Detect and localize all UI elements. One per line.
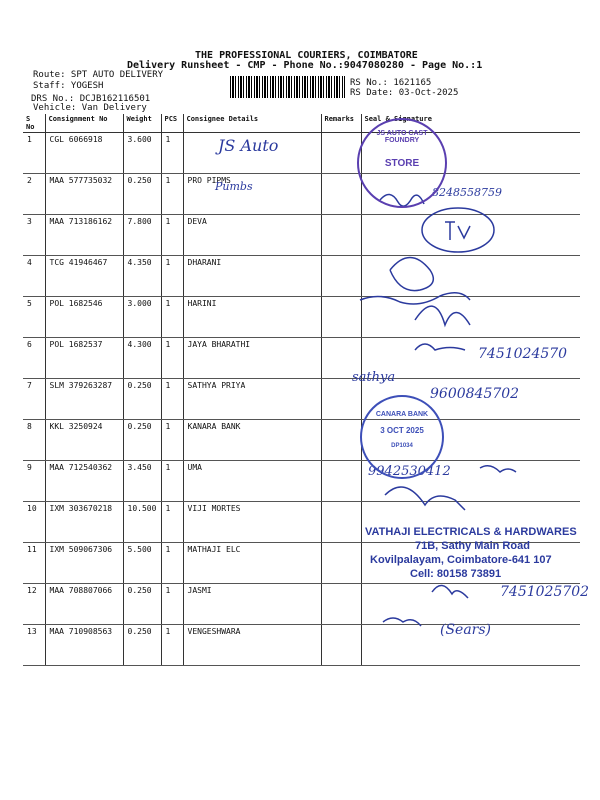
- cell-sno: 13: [23, 625, 45, 666]
- cell-weight: 0.250: [123, 420, 161, 461]
- cell-consignment: MAA 713186162: [45, 215, 123, 256]
- cell-consignment: POL 1682537: [45, 338, 123, 379]
- cell-pcs: 1: [161, 215, 183, 256]
- cell-pcs: 1: [161, 625, 183, 666]
- cell-pcs: 1: [161, 297, 183, 338]
- col-remarks: Remarks: [321, 114, 361, 133]
- cell-consignment: KKL 3250924: [45, 420, 123, 461]
- staff-label: Staff: YOGESH: [33, 81, 104, 91]
- cell-weight: 4.350: [123, 256, 161, 297]
- cell-consignment: POL 1682546: [45, 297, 123, 338]
- shop-stamp: [365, 525, 577, 581]
- cell-weight: 0.250: [123, 625, 161, 666]
- cell-consignee: JASMI: [183, 584, 321, 625]
- shop-stamp-line: VATHAJI ELECTRICALS & HARDWARES: [365, 526, 577, 538]
- shop-stamp-line: Kovilpalayam, Coimbatore-641 107: [370, 554, 552, 566]
- cell-consignment: IXM 303670218: [45, 502, 123, 543]
- cell-consignee: JAYA BHARATHI: [183, 338, 321, 379]
- cell-consignee: DHARANI: [183, 256, 321, 297]
- company-title: THE PROFESSIONAL COURIERS, COIMBATORE: [195, 50, 418, 61]
- cell-weight: 3.000: [123, 297, 161, 338]
- cell-weight: 0.250: [123, 379, 161, 420]
- cell-pcs: 1: [161, 502, 183, 543]
- handwritten-phone: 8248558759: [432, 186, 502, 199]
- cell-weight: 0.250: [123, 584, 161, 625]
- runsheet-subtitle: Delivery Runsheet - CMP - Phone No.:9047080280 - Page No.:1: [127, 60, 483, 71]
- cell-consignee: VIJI MORTES: [183, 502, 321, 543]
- stamp-text: DP1034: [391, 443, 413, 449]
- cell-consignment: MAA 712540362: [45, 461, 123, 502]
- handwritten-signature: JS Auto: [218, 136, 279, 155]
- cell-pcs: 1: [161, 133, 183, 174]
- cell-sno: 3: [23, 215, 45, 256]
- cell-pcs: 1: [161, 256, 183, 297]
- stamp-text: 3 OCT 2025: [380, 426, 424, 435]
- stamp-text: CANARA BANK: [375, 411, 429, 418]
- cell-consignee: MATHAJI ELC: [183, 543, 321, 584]
- cell-consignment: MAA 577735032: [45, 174, 123, 215]
- cell-sno: 2: [23, 174, 45, 215]
- cell-sno: 9: [23, 461, 45, 502]
- cell-consignment: IXM 509067306: [45, 543, 123, 584]
- cell-consignment: CGL 6066918: [45, 133, 123, 174]
- handwritten-phone: 9942530412: [368, 464, 451, 479]
- cell-pcs: 1: [161, 461, 183, 502]
- handwritten-note: (Sears): [440, 622, 492, 638]
- cell-consignee: UMA: [183, 461, 321, 502]
- cell-sno: 1: [23, 133, 45, 174]
- cell-consignee: HARINI: [183, 297, 321, 338]
- cell-consignment: TCG 41946467: [45, 256, 123, 297]
- handwritten-signature: Pumbs: [215, 180, 253, 193]
- shop-stamp-line: 71B, Sathy Main Road: [415, 540, 530, 552]
- shop-stamp-line: Cell: 80158 73891: [410, 568, 502, 580]
- cell-pcs: 1: [161, 584, 183, 625]
- cell-sno: 4: [23, 256, 45, 297]
- cell-consignment: MAA 710908563: [45, 625, 123, 666]
- cell-consignee: DEVA: [183, 215, 321, 256]
- cell-weight: 5.500: [123, 543, 161, 584]
- cell-pcs: 1: [161, 420, 183, 461]
- cell-sno: 5: [23, 297, 45, 338]
- cell-pcs: 1: [161, 338, 183, 379]
- handwritten-phone: 9600845702: [430, 386, 520, 402]
- cell-sno: 8: [23, 420, 45, 461]
- cell-consignee: SATHYA PRIYA: [183, 379, 321, 420]
- rs-number: RS No.: 1621165: [350, 78, 432, 88]
- col-signature: Seal & Signature: [361, 114, 580, 133]
- col-sno: S No: [23, 114, 45, 133]
- cell-consignee: KANARA BANK: [183, 420, 321, 461]
- cell-weight: 4.300: [123, 338, 161, 379]
- cell-sno: 11: [23, 543, 45, 584]
- cell-weight: 7.800: [123, 215, 161, 256]
- col-consignee: Consignee Details: [183, 114, 321, 133]
- vehicle-label: Vehicle: Van Delivery: [33, 103, 147, 113]
- foundry-stamp: [357, 118, 447, 208]
- cell-consignee: VENGESHWARA: [183, 625, 321, 666]
- cell-pcs: 1: [161, 174, 183, 215]
- cell-weight: 10.500: [123, 502, 161, 543]
- cell-consignee: PRO PIPMS: [183, 174, 321, 215]
- rs-date: RS Date: 03-Oct-2025: [350, 88, 459, 98]
- stamp-text: STORE: [384, 158, 420, 169]
- cell-sno: 6: [23, 338, 45, 379]
- bank-stamp: [360, 395, 444, 479]
- col-weight: Weight: [123, 114, 161, 133]
- cell-sno: 10: [23, 502, 45, 543]
- handwritten-name: sathya: [352, 370, 396, 385]
- drs-number: DRS No.: DCJB162116501: [31, 94, 151, 104]
- cell-sno: 7: [23, 379, 45, 420]
- cell-pcs: 1: [161, 543, 183, 584]
- cell-consignment: MAA 708807066: [45, 584, 123, 625]
- cell-sno: 12: [23, 584, 45, 625]
- handwritten-phone: 7451024570: [478, 346, 568, 362]
- cell-weight: 3.600: [123, 133, 161, 174]
- handwritten-phone: 7451025702: [500, 584, 590, 600]
- cell-consignment: SLM 379263287: [45, 379, 123, 420]
- cell-weight: 3.450: [123, 461, 161, 502]
- col-pcs: PCS: [161, 114, 183, 133]
- stamp-text: JS AUTO CAST FOUNDRY: [376, 130, 428, 144]
- cell-weight: 0.250: [123, 174, 161, 215]
- cell-pcs: 1: [161, 379, 183, 420]
- route-label: Route: SPT AUTO DELIVERY: [33, 70, 164, 80]
- col-consignment: Consignment No: [45, 114, 123, 133]
